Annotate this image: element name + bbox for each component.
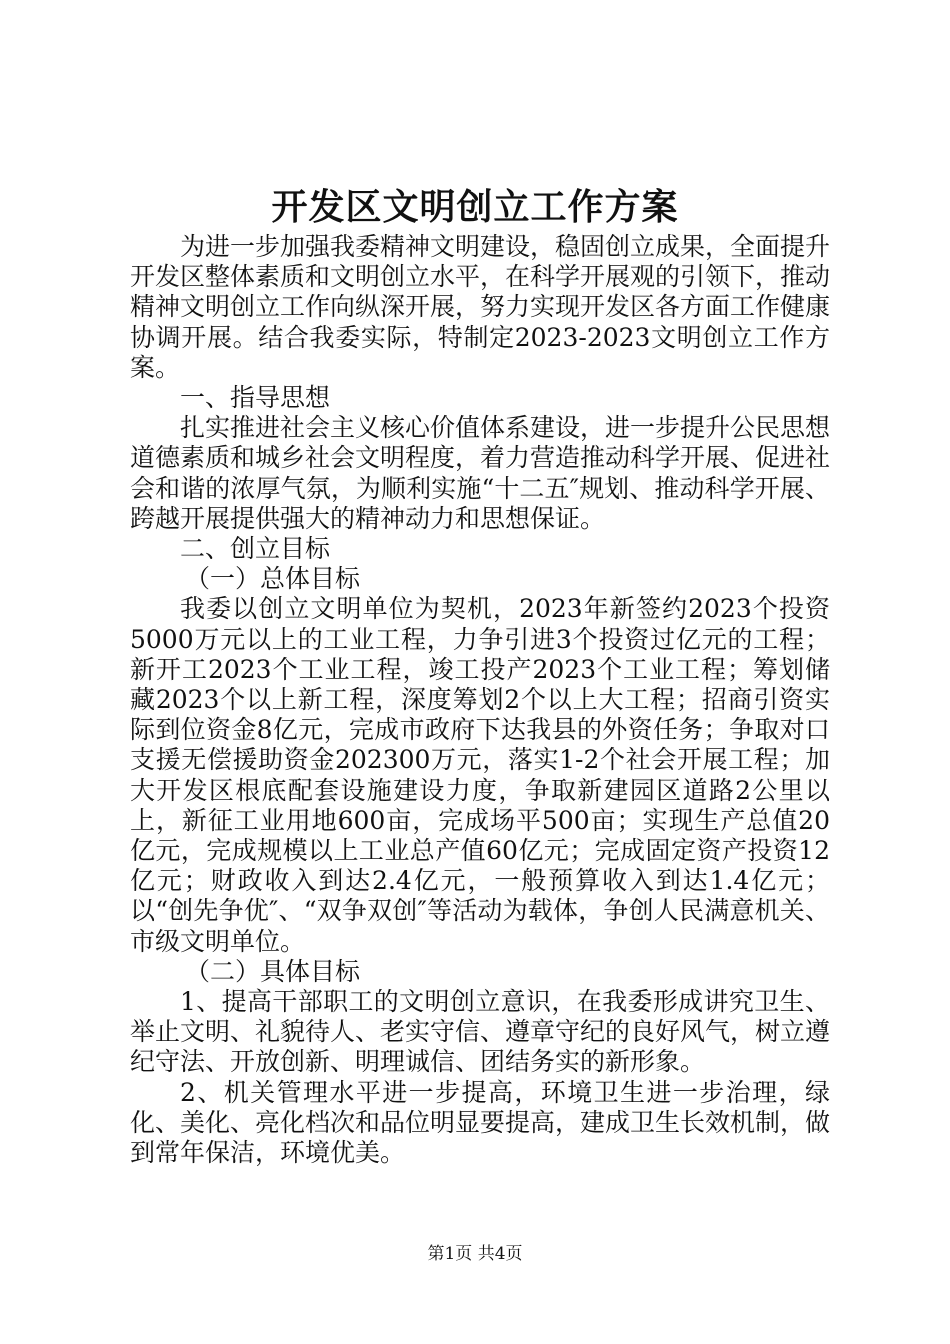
specific-goal-2-paragraph: 2、机关管理水平进一步提高，环境卫生进一步治理，绿化、美化、亮化档次和品位明显要提高，建成卫生长效机制，做到常年保洁，环境优美。	[130, 1077, 831, 1168]
page-footer: 第1页 共4页	[427, 1244, 523, 1264]
intro-paragraph: 为进一步加强我委精神文明建设，稳固创立成果，全面提升开发区整体素质和文明创立水平，在科学开展观的引领下，推动精神文明创立工作向纵深开展，努力实现开发区各方面工作健康协调开展。结合我委实际，特制定2023-2023文明创立工作方案。	[130, 232, 831, 382]
section-heading-goals: 二、创立目标	[180, 534, 331, 564]
document-body	[130, 232, 830, 1168]
section-heading-guiding-ideology: 一、指导思想	[180, 383, 331, 413]
overall-goals-paragraph: 我委以创立文明单位为契机，2023年新签约2023个投资5000万元以上的工业工程，力争引进3个投资过亿元的工程；新开工2023个工业工程，竣工投产2023个工业工程；筹划储藏2023个以上新工程，深度筹划2个以上大工程；招商引资实际到位资金8亿元，完成市政府下达我县的外资任务；争取对口支援无偿援助资金202300万元，落实1-2个社会开展工程；加大开发区根底配套设施建设力度，争取新建园区道路2公里以上，新征工业用地600亩，完成场平500亩；实现生产总值20亿元，完成规模以上工业总产值60亿元；完成固定资产投资12亿元；财政收入到达2.4亿元，一般预算收入到达1.4亿元；以“创先争优″、“双争双创″等活动为载体，争创人民满意机关、市级文明单位。	[130, 594, 830, 956]
document-title: 开发区文明创立工作方案	[271, 186, 679, 228]
subsection-heading-specific-goals: （二）具体目标	[185, 956, 361, 986]
guiding-ideology-paragraph: 扎实推进社会主义核心价值体系建设，进一步提升公民思想道德素质和城乡社会文明程度，着力营造推动科学开展、促进社会和谐的浓厚气氛，为顺利实施“十二五″规划、推动科学开展、跨越开展提供强大的精神动力和思想保证。	[130, 413, 831, 533]
subsection-heading-overall-goals: （一）总体目标	[185, 564, 361, 594]
specific-goal-1-paragraph: 1、提高干部职工的文明创立意识，在我委形成讲究卫生、举止文明、礼貌待人、老实守信、遵章守纪的良好风气，树立遵纪守法、开放创新、明理诚信、团结务实的新形象。	[130, 987, 831, 1077]
